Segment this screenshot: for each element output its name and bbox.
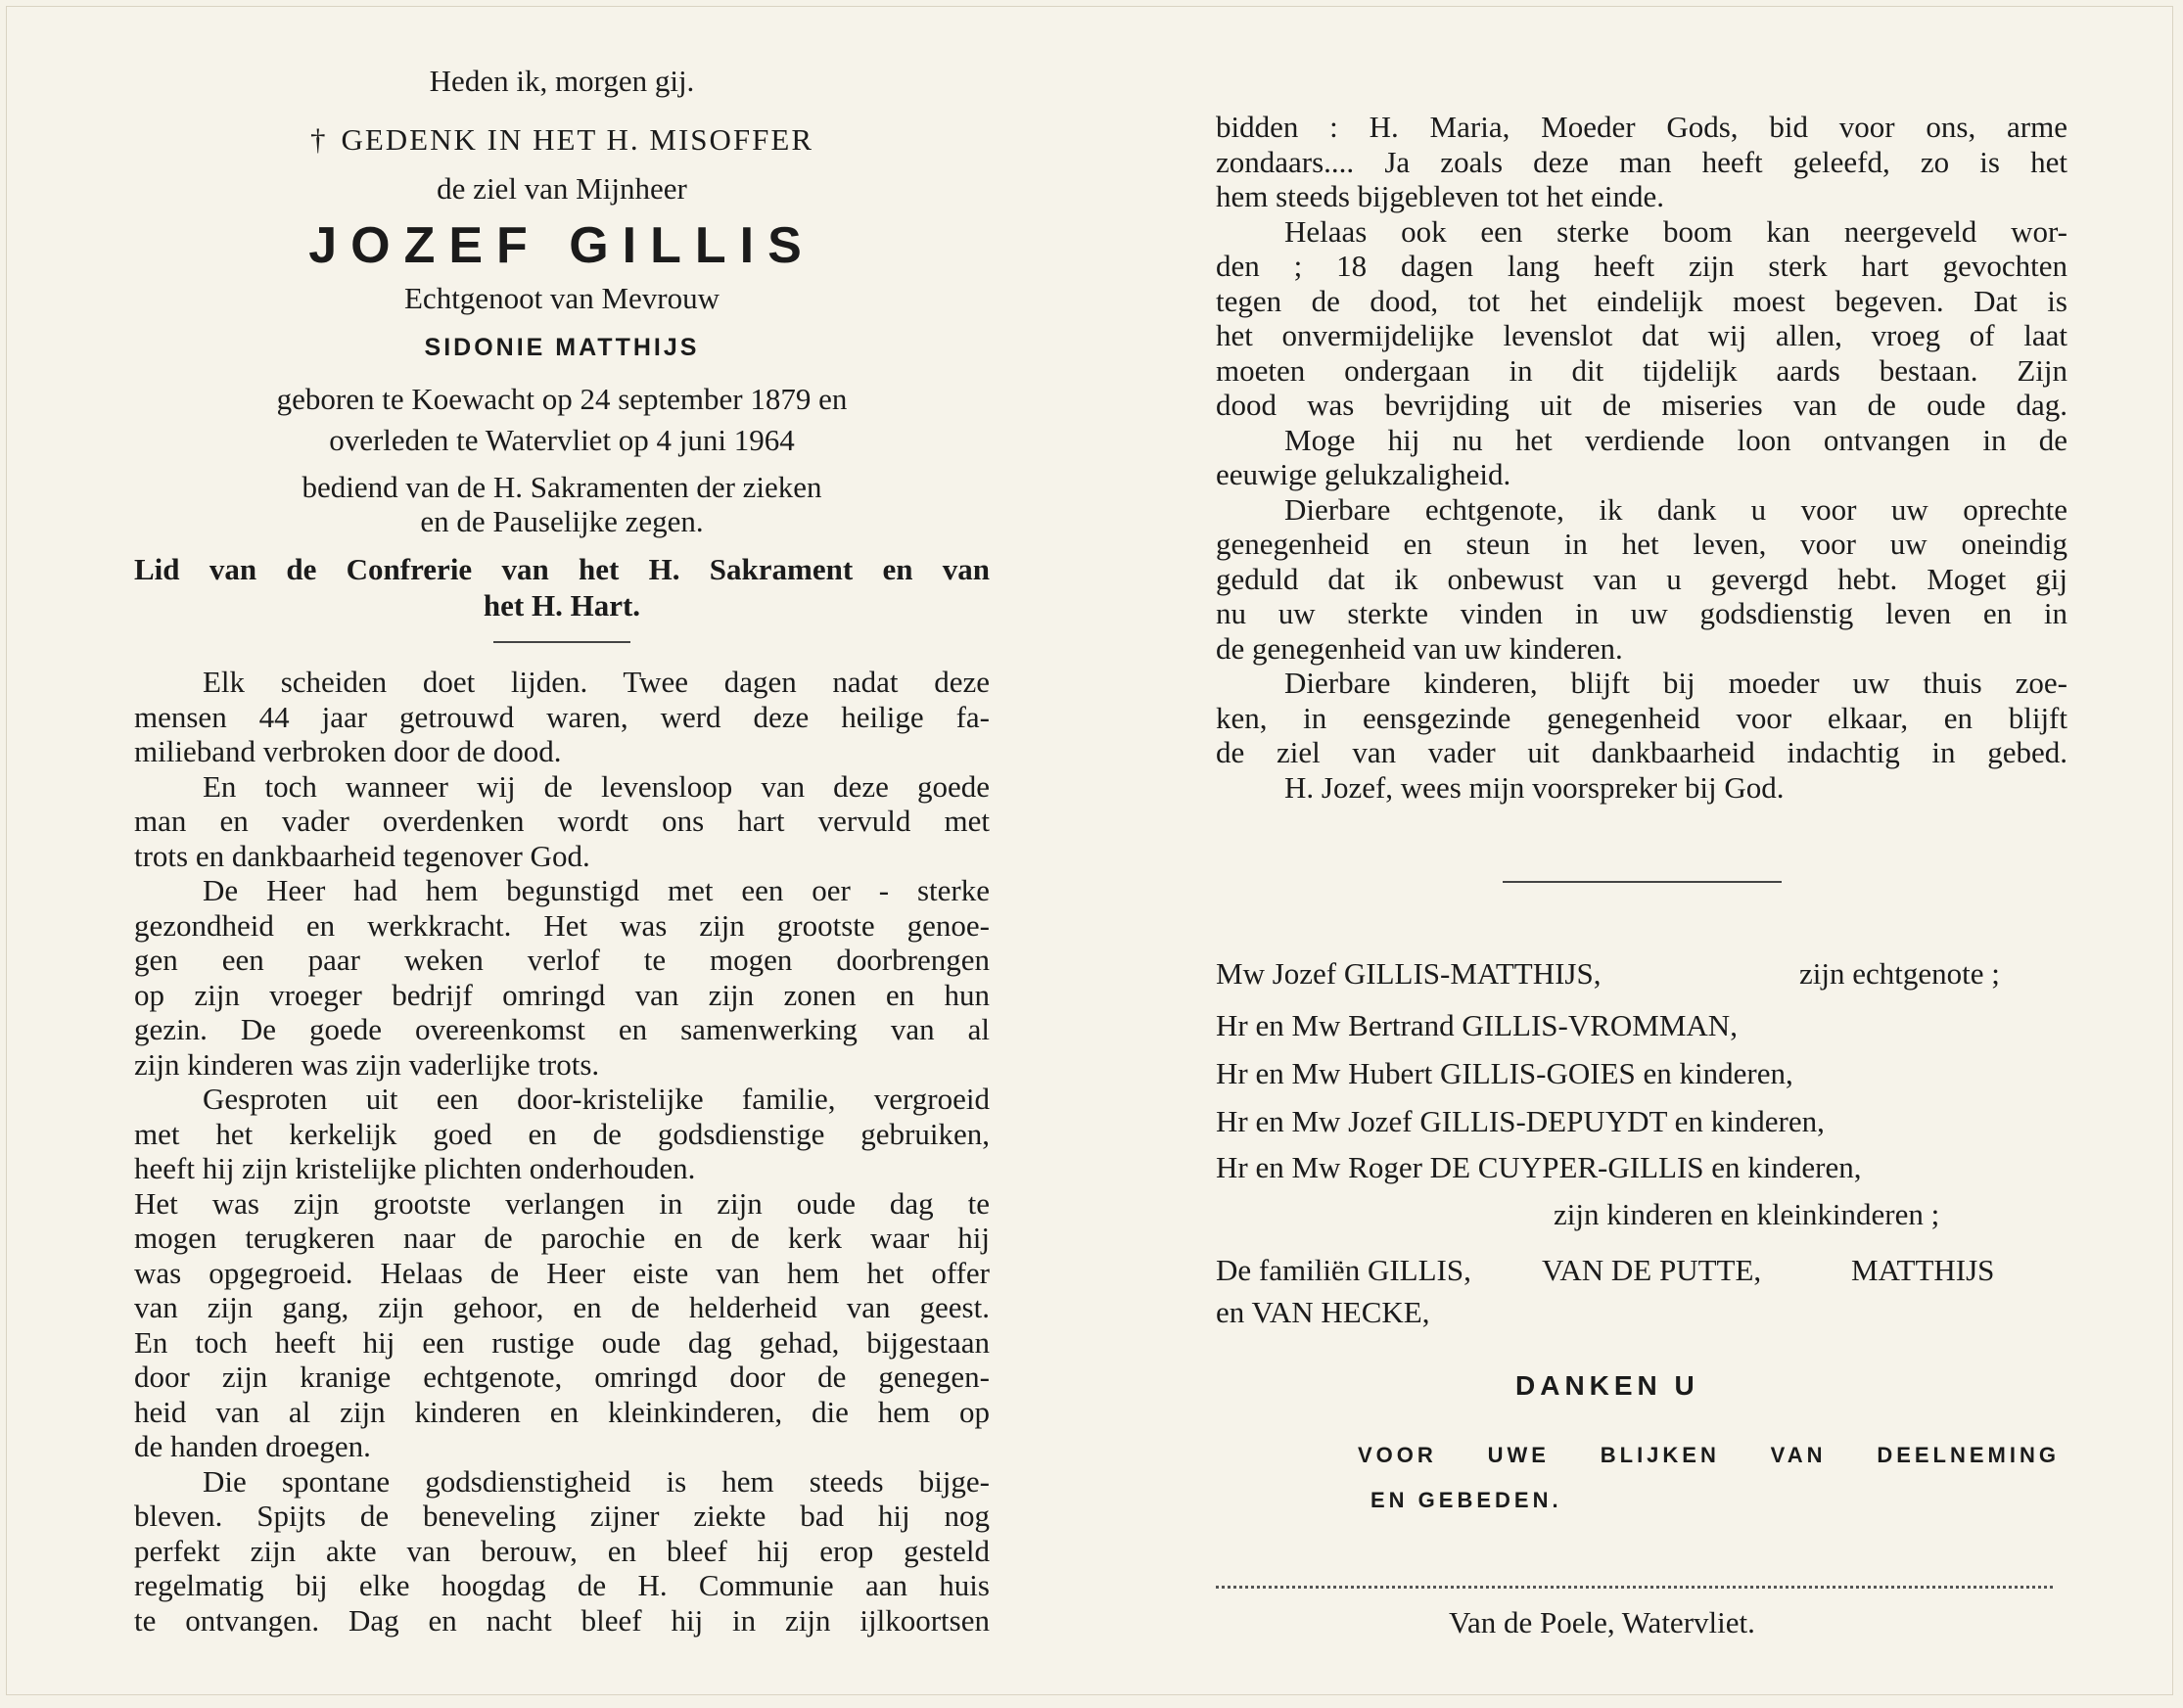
confraternity-line-1: Lid van de Confrerie van het H. Sakrament en van	[134, 552, 990, 586]
body-line: heeft hij zijn kristelijke plichten onderhouden.	[134, 1151, 696, 1185]
thanks-heading: DANKEN U	[1515, 1370, 1699, 1401]
body-line: te ontvangen. Dag en nacht bleef hij in zijn ijlkoortsen	[134, 1602, 990, 1638]
divider	[1503, 881, 1782, 883]
body-line: door zijn kranige echtgenote, omringd door de genegen-	[134, 1360, 990, 1394]
body-line: bidden : H. Maria, Moeder Gods, bid voor ons, arme	[1216, 110, 2067, 144]
deceased-name: JOZEF GILLIS	[308, 217, 815, 274]
cross-icon: †	[309, 122, 328, 157]
remembrance-heading: † GEDENK IN HET H. MISOFFER	[309, 122, 814, 157]
born-line: geboren te Koewacht op 24 september 1879 en	[276, 382, 848, 416]
left-body	[134, 665, 990, 1638]
body-line: op zijn vroeger bedrijf omringd van zijn zonen en hun	[134, 977, 990, 1012]
family-row-6: zijn kinderen en kleinkinderen ;	[1554, 1197, 1940, 1231]
body-line: milieband verbroken door de dood.	[134, 734, 562, 768]
body-line: dood was bevrijding uit de miseries van de oude dag.	[1216, 388, 2067, 422]
body-line: mogen terugkeren naar de parochie en de kerk waar hij	[134, 1221, 990, 1255]
thanks-line-2: EN GEBEDEN.	[1370, 1488, 1562, 1512]
body-line: moeten ondergaan in dit tijdelijk aards bestaan. Zijn	[1216, 352, 2067, 388]
family-row-4: Hr en Mw Jozef GILLIS-DEPUYDT en kinderen,	[1216, 1104, 1825, 1138]
body-line: van zijn gang, zijn gehoor, en de helderheid van geest.	[134, 1290, 990, 1324]
sacraments-line-1: bediend van de H. Sakramenten der zieken	[302, 470, 822, 504]
body-line: Dierbare kinderen, blijft bij moeder uw thuis zoe-	[1284, 666, 2067, 700]
died-line: overleden te Watervliet op 4 juni 1964	[329, 423, 795, 457]
body-line: gezondheid en werkkracht. Het was zijn grootste genoe-	[134, 907, 990, 943]
body-line: De Heer had hem begunstigd met een oer - sterke	[203, 873, 990, 907]
body-line: tegen de dood, tot het eindelijk moest begeven. Dat is	[1216, 283, 2067, 318]
body-line: zondaars.... Ja zoals deze man heeft geleefd, zo is het	[1216, 144, 2067, 179]
divider	[493, 641, 630, 643]
dotted-divider	[1216, 1586, 2053, 1589]
confraternity-line-2: het H. Hart.	[483, 588, 641, 623]
body-line: de handen droegen.	[134, 1429, 371, 1463]
motto: Heden ik, morgen gij.	[429, 64, 695, 98]
body-line: geduld dat ik onbewust van u gevergd hebt. Moget gij	[1216, 561, 2067, 596]
body-line: nu uw sterkte vinden in uw godsdienstig leven en in	[1216, 596, 2067, 630]
body-line: genegenheid en steun in het leven, voor uw oneindig	[1216, 527, 2067, 561]
body-line: H. Jozef, wees mijn voorspreker bij God.	[1284, 769, 1785, 805]
body-line: man en vader overdenken wordt ons hart vervuld met	[134, 804, 990, 838]
body-line: de ziel van vader uit dankbaarheid indachtig in gebed.	[1216, 735, 2067, 769]
body-line: Gesproten uit een door-kristelijke familie, vergroeid	[203, 1082, 990, 1116]
body-line: hem steeds bijgebleven tot het einde.	[1216, 179, 1664, 213]
body-line: zijn kinderen was zijn vaderlijke trots.	[134, 1046, 600, 1082]
family-row-8: en VAN HECKE,	[1216, 1295, 1430, 1329]
body-line: mensen 44 jaar getrouwd waren, werd deze heilige fa-	[134, 699, 990, 734]
body-line: Helaas ook een sterke boom kan neergeveld wor-	[1284, 213, 2067, 249]
family-row-2: Hr en Mw Bertrand GILLIS-VROMMAN,	[1216, 1008, 1738, 1042]
printer: Van de Poele, Watervliet.	[1449, 1605, 1755, 1639]
body-line: En toch heeft hij een rustige oude dag gehad, bijgestaan	[134, 1324, 990, 1360]
body-line: bleven. Spijts de beneveling zijner ziekte bad hij nog	[134, 1499, 990, 1533]
body-line: het onvermijdelijke levenslot dat wij allen, vroeg of laat	[1216, 318, 2067, 352]
body-line: Die spontane godsdienstigheid is hem steeds bijge-	[203, 1463, 990, 1499]
body-line: de genegenheid van uw kinderen.	[1216, 630, 1623, 666]
body-line: Elk scheiden doet lijden. Twee dagen nadat deze	[203, 665, 990, 699]
body-line: perfekt zijn akte van berouw, en bleef hij erop gesteld	[134, 1533, 990, 1568]
body-line: eeuwige gelukzaligheid.	[1216, 457, 1511, 491]
body-line: gezin. De goede overeenkomst en samenwerking van al	[134, 1012, 990, 1046]
right-body	[1216, 110, 2067, 805]
body-line: regelmatig bij elke hoogdag de H. Communie aan huis	[134, 1568, 990, 1602]
body-line: was opgegroeid. Helaas de Heer eiste van hem het offer	[134, 1255, 990, 1290]
body-line: trots en dankbaarheid tegenover God.	[134, 838, 590, 873]
family-row-3: Hr en Mw Hubert GILLIS-GOIES en kinderen,	[1216, 1056, 1793, 1090]
body-line: Het was zijn grootste verlangen in zijn oude dag te	[134, 1185, 990, 1221]
spouse-of: Echtgenoot van Mevrouw	[404, 281, 720, 315]
sacraments-line-2: en de Pauselijke zegen.	[420, 504, 704, 538]
body-line: met het kerkelijk goed en de godsdienstige gebruiken,	[134, 1116, 990, 1151]
thanks-line-1: VOOR UWE BLIJKEN VAN DEELNEMING	[1358, 1443, 2060, 1467]
body-line: Moge hij nu het verdiende loon ontvangen in de	[1284, 422, 2067, 457]
family-row-5: Hr en Mw Roger DE CUYPER-GILLIS en kinderen,	[1216, 1150, 1862, 1184]
body-line: heid van al zijn kinderen en kleinkinderen, die hem op	[134, 1394, 990, 1429]
spouse-name: SIDONIE MATTHIJS	[424, 334, 700, 361]
body-line: gen een paar weken verlof te mogen doorbrengen	[134, 943, 990, 977]
body-line: En toch wanneer wij de levensloop van deze goede	[203, 768, 990, 804]
body-line: ken, in eensgezinde genegenheid voor elkaar, en blijft	[1216, 700, 2067, 735]
body-line: Dierbare echtgenote, ik dank u voor uw oprechte	[1284, 491, 2067, 527]
body-line: den ; 18 dagen lang heeft zijn sterk hart gevochten	[1216, 249, 2067, 283]
memorial-card: Heden ik, morgen gij. † GEDENK IN HET H. MISOFFER de ziel van Mijnheer JOZEF GILLIS Echtgenoot van Mevrouw SIDONIE MATTHIJS geboren te Koewacht op 24 september 1879 en overleden te Watervliet op 4 juni 1964 bediend van de H. Sakramenten der zieken en de Pauselijke zegen. Lid van de Confrerie van het H. Sakrament en van het H. Hart. Elk scheiden doet lijden. Twee dagen nadat deze mensen 44 jaar getrouwd waren, werd deze heilige fa- milieband verbroken door de dood. En toch wanneer wij de levensloop van deze goede man en vader overdenken wordt ons hart vervuld met trots en dankbaarheid tegenover God. De Heer had hem begunstigd met een oer - sterke gezondheid en werkkracht. Het was zijn grootste genoe- gen een paar weken verlof te mogen doorbrengen op zijn vroeger bedrijf omringd van zijn zonen en hun gezin. De goede overeenkomst en samenwerking van al zijn kinderen was zijn vaderlijke trots. Gesproten uit een door-kristelijke familie, vergroeid met het kerkelijk goed en de godsdienstige gebruiken, heeft hij zijn kristelijke plichten onderhouden. Het was zijn grootste verlangen in zijn oude dag te mogen terugkeren naar de parochie en de kerk waar hij was opgegroeid. Helaas de Heer eiste van hem het offer van zijn gang, zijn gehoor, en de helderheid van geest. En toch heeft hij een rustige oude dag gehad, bijgestaan door zijn kranige echtgenote, omringd door de genegen- heid van al zijn kinderen en kleinkinderen, die hem op de handen droegen. Die spontane godsdienstigheid is hem steeds bijge- bleven. Spijts de beneveling zijner ziekte bad hij nog perfekt zijn akte van berouw, en bleef hij erop gesteld regelmatig bij elke hoogdag de H. Communie aan huis te ontvangen. Dag en nacht bleef hij in zijn ijlkoortsen bidden : H. Maria, Moeder Gods, bid voor ons, arme zondaars.... Ja zoals deze man heeft geleefd, zo is het hem steeds bijgebleven tot het einde. Helaas ook een sterke boom kan neergeveld wor- den ; 18 dagen lang heeft zijn sterk hart gevochten tegen de dood, tot het eindelijk moest begeven. Dat is het onvermijdelijke levenslot dat wij allen, vroeg of laat moeten ondergaan in dit tijdelijk aards bestaan. Zijn dood was bevrijding uit de miseries van de oude dag. Moge hij nu het verdiende loon ontvangen in de eeuwige gelukzaligheid. Dierbare echtgenote, ik dank u voor uw oprechte genegenheid en steun in het leven, voor uw oneindig geduld dat ik onbewust van u gevergd hebt. Moget gij nu uw sterkte vinden in uw godsdienstig leven en in de genegenheid van uw kinderen. Dierbare kinderen, blijft bij moeder uw thuis zoe- ken, in eensgezinde genegenheid voor elkaar, en blijft de ziel van vader uit dankbaarheid indachtig in gebed. H. Jozef, wees mijn voorspreker bij God. Mw Jozef GILLIS-MATTHIJS, zijn echtgenote ; Hr en Mw Bertrand GILLIS-VROMMAN, Hr en Mw Hubert GILLIS-GOIES en kinderen, Hr en Mw Jozef GILLIS-DEPUYDT en kinderen, Hr en Mw Roger DE CUYPER-GILLIS en kinderen, zijn kinderen en kleinkinderen ; De familiën GILLIS, VAN DE PUTTE, MATTHIJS en VAN HECKE, DANKEN U VOOR UWE BLIJKEN VAN DEELNEMING EN GEBEDEN. Van de Poele, Watervliet.	[6, 6, 2173, 1695]
soul-of: de ziel van Mijnheer	[437, 171, 687, 206]
